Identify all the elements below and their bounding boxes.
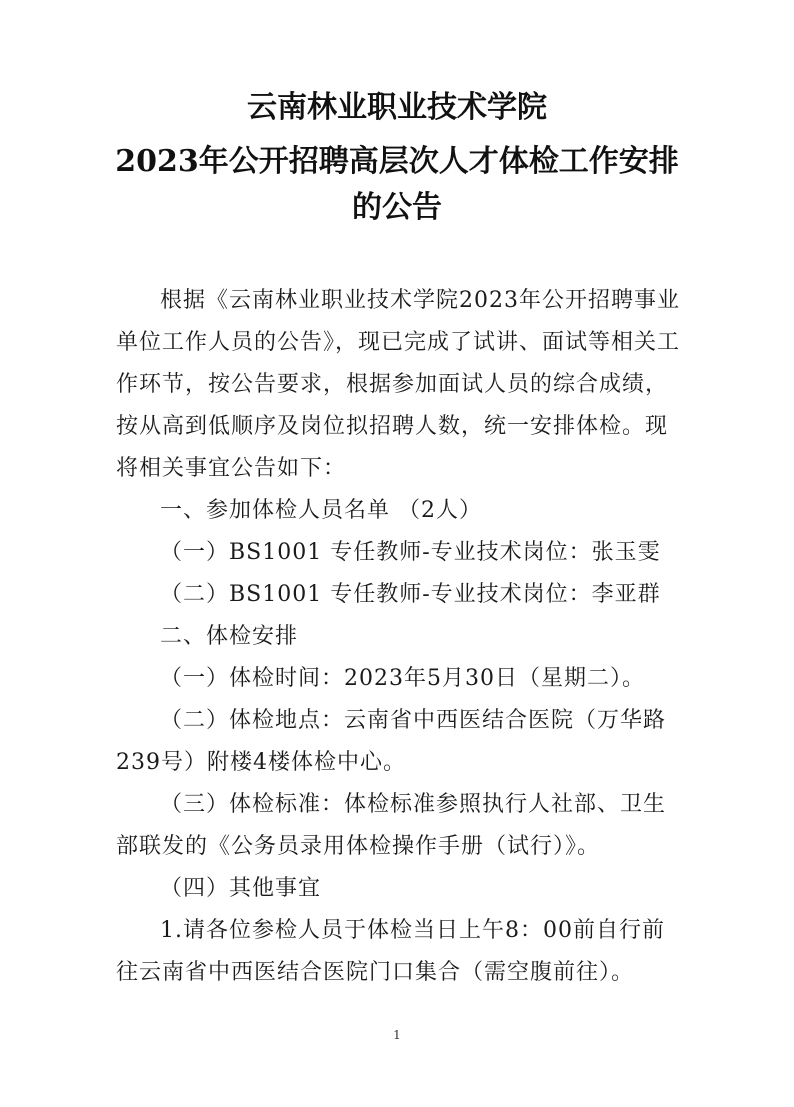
page-number: 1: [393, 1028, 401, 1042]
section-1-heading: 一、参加体检人员名单 （2人）: [160, 498, 482, 523]
item-other-matters-1: 1.请各位参检人员于体检当日上午8：00前自行前往云南省中西医结合医院门口集合（需空腹前往）。: [116, 918, 665, 985]
item-exam-standard: （三）体检标准：体检标准参照执行人社部、卫生部联发的《公务员录用体检操作手册（试行）》。: [116, 792, 667, 859]
candidate-1: （一）BS1001 专任教师-专业技术岗位：张玉雯: [160, 540, 661, 565]
item-exam-location: （二）体检地点：云南省中西医结合医院（万华路239号）附楼4楼体检中心。: [116, 708, 667, 775]
page-title-line-1: 云南林业职业技术学院: [247, 90, 547, 125]
item-exam-time: （一）体检时间：2023年5月30日（星期二）。: [160, 666, 645, 691]
item-other-matters: （四）其他事宜: [160, 876, 322, 901]
page-title-line-3: 的公告: [352, 190, 442, 225]
intro-paragraph: 根据《云南林业职业技术学院2023年公开招聘事业单位工作人员的公告》，现已完成了试讲、面试等相关工作环节，按公告要求，根据参加面试人员的综合成绩，按从高到低顺序及岗位拟招聘人数，统一安排体检。现将相关事宜公告如下：: [116, 288, 681, 481]
section-2-heading: 二、体检安排: [160, 624, 299, 649]
candidate-2: （二）BS1001 专任教师-专业技术岗位：李亚群: [160, 582, 661, 607]
page-title-line-2: 2023年公开招聘高层次人才体检工作安排: [115, 144, 679, 179]
